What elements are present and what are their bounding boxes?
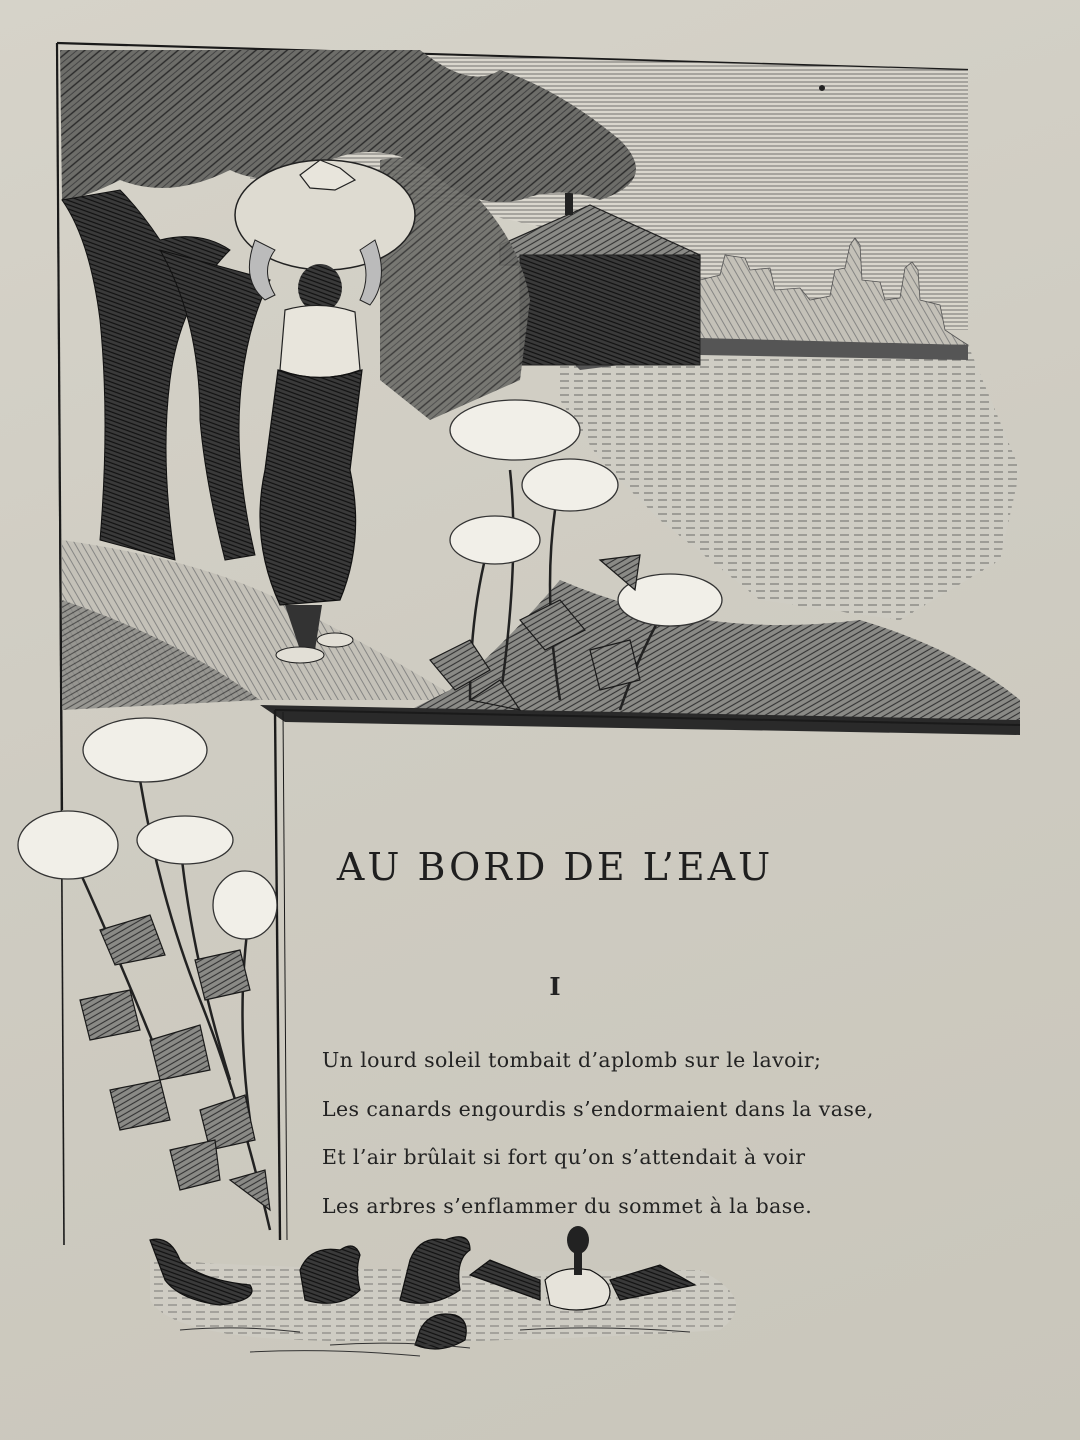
washerwoman-figure — [235, 160, 415, 663]
ducks-on-water — [150, 1226, 736, 1356]
verse-line: Les arbres s’enflammer du sommet à la base. — [322, 1193, 813, 1218]
verse-line: Un lourd soleil tombait d’aplomb sur le lavoir; — [322, 1048, 822, 1072]
poem-title: AU BORD DE L’EAU — [336, 845, 774, 890]
poem-text-panel — [290, 720, 1010, 1240]
page-speck — [819, 85, 825, 91]
stanza — [322, 1036, 962, 1230]
verse-line: Les canards engourdis s’endormaient dans la vase, — [322, 1096, 874, 1121]
verse-line: Et l’air brûlait si fort qu’on s’attendait à voir — [322, 1145, 806, 1169]
section-number: I — [549, 972, 561, 1001]
